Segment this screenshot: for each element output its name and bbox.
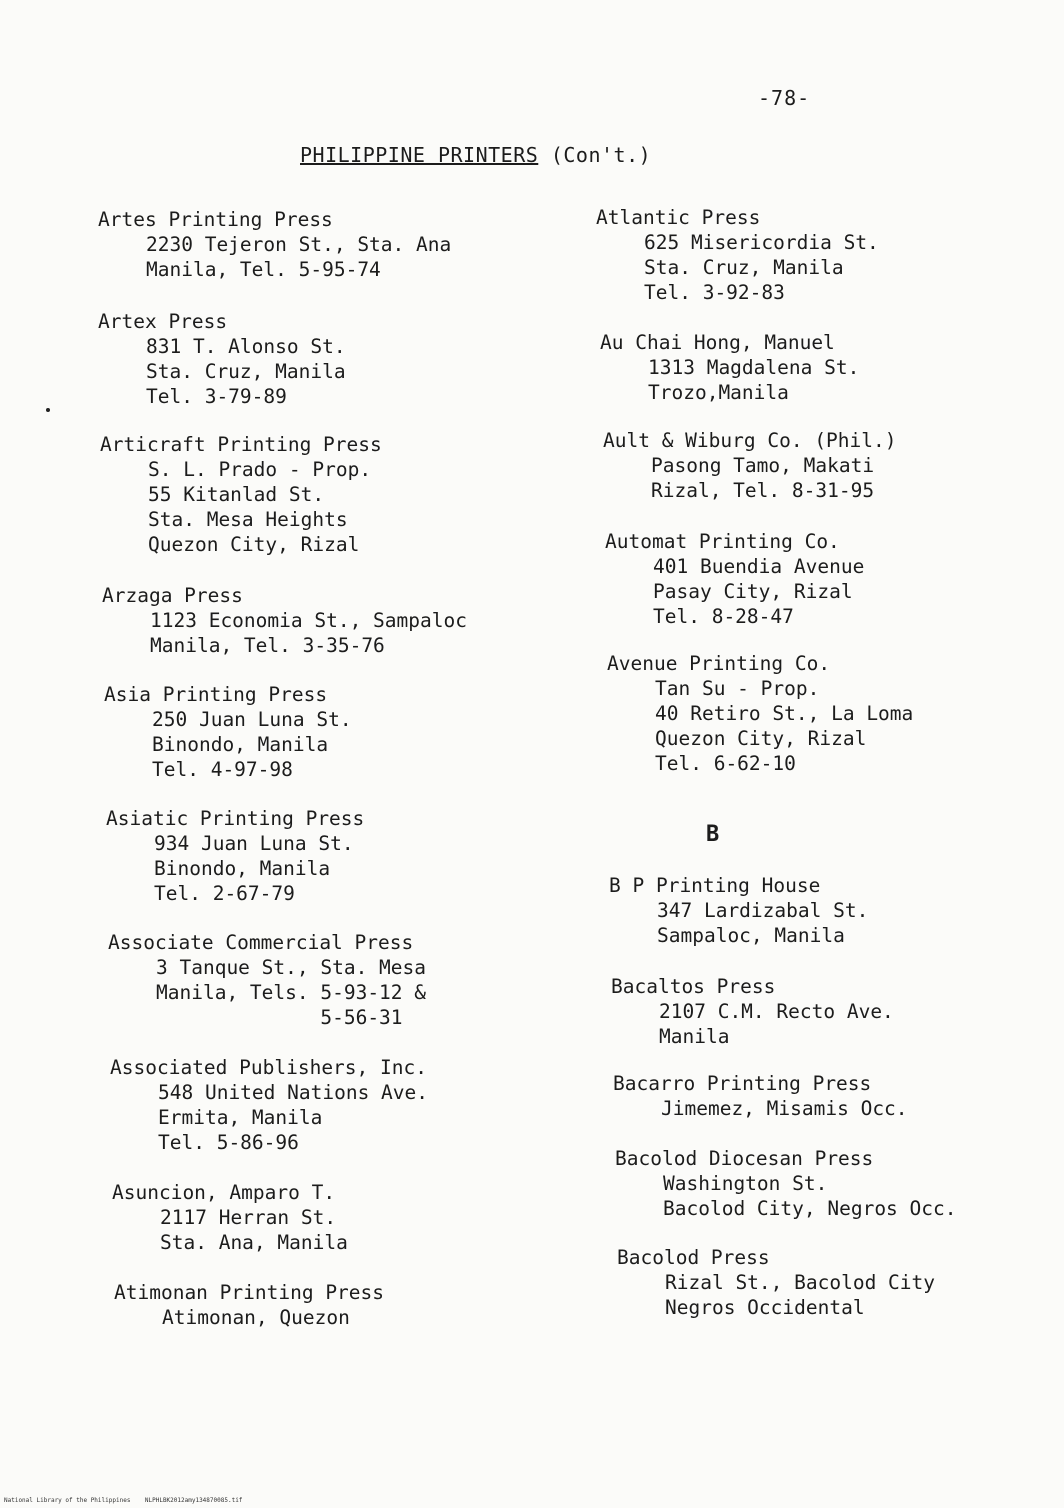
- address-line: 2230 Tejeron St., Sta. Ana: [146, 233, 452, 256]
- right-entry: [615, 1146, 957, 1221]
- printer-name: Bacarro Printing Press: [613, 1072, 872, 1095]
- address-line: 831 T. Alonso St.: [146, 335, 346, 358]
- address-line: 2117 Herran St.: [160, 1206, 337, 1229]
- left-entry: [104, 682, 352, 782]
- printer-name: Bacaltos Press: [611, 975, 776, 998]
- printer-name: Arzaga Press: [102, 584, 243, 607]
- right-entry: [611, 974, 894, 1049]
- printer-name: Automat Printing Co.: [605, 530, 840, 553]
- page-title-main: PHILIPPINE PRINTERS: [300, 143, 539, 167]
- right-entry: [607, 651, 913, 776]
- printer-name: Associate Commercial Press: [108, 931, 414, 954]
- address-line: Washington St.: [663, 1172, 828, 1195]
- printer-name: Artex Press: [98, 310, 228, 333]
- address-line: Sta. Cruz, Manila: [644, 256, 844, 279]
- address-line: 2107 C.M. Recto Ave.: [659, 1000, 894, 1023]
- left-entry: [98, 309, 346, 409]
- address-line: Tel. 4-97-98: [152, 758, 293, 781]
- address-line: Sampaloc, Manila: [657, 924, 845, 947]
- right-entry: [603, 428, 897, 503]
- page-title-cont: (Con't.): [538, 143, 652, 167]
- left-entry: [110, 1055, 428, 1155]
- address-line: Binondo, Manila: [154, 857, 331, 880]
- left-entry: [106, 806, 364, 906]
- address-line: S. L. Prado - Prop.: [148, 458, 372, 481]
- address-line: Manila: [659, 1025, 730, 1048]
- printer-name: Bacolod Diocesan Press: [615, 1147, 874, 1170]
- address-line: Manila, Tels. 5-93-12 &: [156, 981, 427, 1004]
- address-line: Ermita, Manila: [158, 1106, 323, 1129]
- address-line: 5-56-31: [156, 1006, 403, 1029]
- address-line: 1123 Economia St., Sampaloc: [150, 609, 467, 632]
- address-line: Tel. 6-62-10: [655, 752, 796, 775]
- address-line: Sta. Mesa Heights: [148, 508, 348, 531]
- left-entry: [102, 583, 467, 658]
- address-line: Pasong Tamo, Makati: [651, 454, 875, 477]
- address-line: Tel. 2-67-79: [154, 882, 295, 905]
- address-line: Jimemez, Misamis Occ.: [661, 1097, 908, 1120]
- address-line: Tel. 3-92-83: [644, 281, 785, 304]
- address-line: Tan Su - Prop.: [655, 677, 820, 700]
- printer-name: Associated Publishers, Inc.: [110, 1056, 427, 1079]
- scan-footer: National Library of the Philippines NLPHLBK2012amy134870085.tif: [4, 1497, 243, 1504]
- printer-name: B P Printing House: [609, 874, 821, 897]
- page-title: [300, 143, 651, 167]
- left-entry: [112, 1180, 348, 1255]
- printer-name: Atlantic Press: [596, 206, 761, 229]
- address-line: Binondo, Manila: [152, 733, 329, 756]
- right-entry: [609, 873, 868, 948]
- printer-name: Au Chai Hong, Manuel: [600, 331, 835, 354]
- address-line: 625 Misericordia St.: [644, 231, 879, 254]
- address-line: Rizal St., Bacolod City: [665, 1271, 936, 1294]
- address-line: 55 Kitanlad St.: [148, 483, 325, 506]
- right-entry: [617, 1245, 935, 1320]
- address-line: Sta. Cruz, Manila: [146, 360, 346, 383]
- printer-name: Articraft Printing Press: [100, 433, 382, 456]
- left-entry: [108, 930, 426, 1030]
- address-line: Manila, Tel. 5-95-74: [146, 258, 381, 281]
- address-line: Negros Occidental: [665, 1296, 865, 1319]
- address-line: Tel. 8-28-47: [653, 605, 794, 628]
- address-line: Atimonan, Quezon: [162, 1306, 350, 1329]
- printer-name: Asuncion, Amparo T.: [112, 1181, 336, 1204]
- printer-name: Bacolod Press: [617, 1246, 770, 1269]
- left-entry: [100, 432, 382, 557]
- address-line: 347 Lardizabal St.: [657, 899, 869, 922]
- page-number: -78-: [758, 86, 811, 110]
- printer-name: Atimonan Printing Press: [114, 1281, 385, 1304]
- address-line: Quezon City, Rizal: [148, 533, 360, 556]
- address-line: 548 United Nations Ave.: [158, 1081, 429, 1104]
- printer-name: Asia Printing Press: [104, 683, 328, 706]
- address-line: Quezon City, Rizal: [655, 727, 867, 750]
- address-line: 250 Juan Luna St.: [152, 708, 352, 731]
- left-entry: [98, 207, 451, 282]
- printer-name: Avenue Printing Co.: [607, 652, 831, 675]
- right-entry: [596, 205, 879, 305]
- address-line: 40 Retiro St., La Loma: [655, 702, 914, 725]
- address-line: 401 Buendia Avenue: [653, 555, 865, 578]
- right-entry: [605, 529, 864, 629]
- printer-name: Artes Printing Press: [98, 208, 333, 231]
- address-line: 934 Juan Luna St.: [154, 832, 354, 855]
- address-line: Bacolod City, Negros Occ.: [663, 1197, 957, 1220]
- address-line: Manila, Tel. 3-35-76: [150, 634, 385, 657]
- margin-mark: [46, 408, 50, 412]
- address-line: Pasay City, Rizal: [653, 580, 853, 603]
- printer-name: Asiatic Printing Press: [106, 807, 365, 830]
- address-line: Sta. Ana, Manila: [160, 1231, 348, 1254]
- address-line: Tel. 3-79-89: [146, 385, 287, 408]
- printer-name: Ault & Wiburg Co. (Phil.): [603, 429, 897, 452]
- address-line: 3 Tanque St., Sta. Mesa: [156, 956, 427, 979]
- right-entry: [600, 330, 859, 405]
- address-line: Tel. 5-86-96: [158, 1131, 299, 1154]
- address-line: Trozo,Manila: [648, 381, 789, 404]
- left-entry: [114, 1280, 384, 1330]
- address-line: 1313 Magdalena St.: [648, 356, 860, 379]
- address-line: Rizal, Tel. 8-31-95: [651, 479, 875, 502]
- right-entry: [613, 1071, 908, 1121]
- section-letter-b: B: [706, 822, 720, 847]
